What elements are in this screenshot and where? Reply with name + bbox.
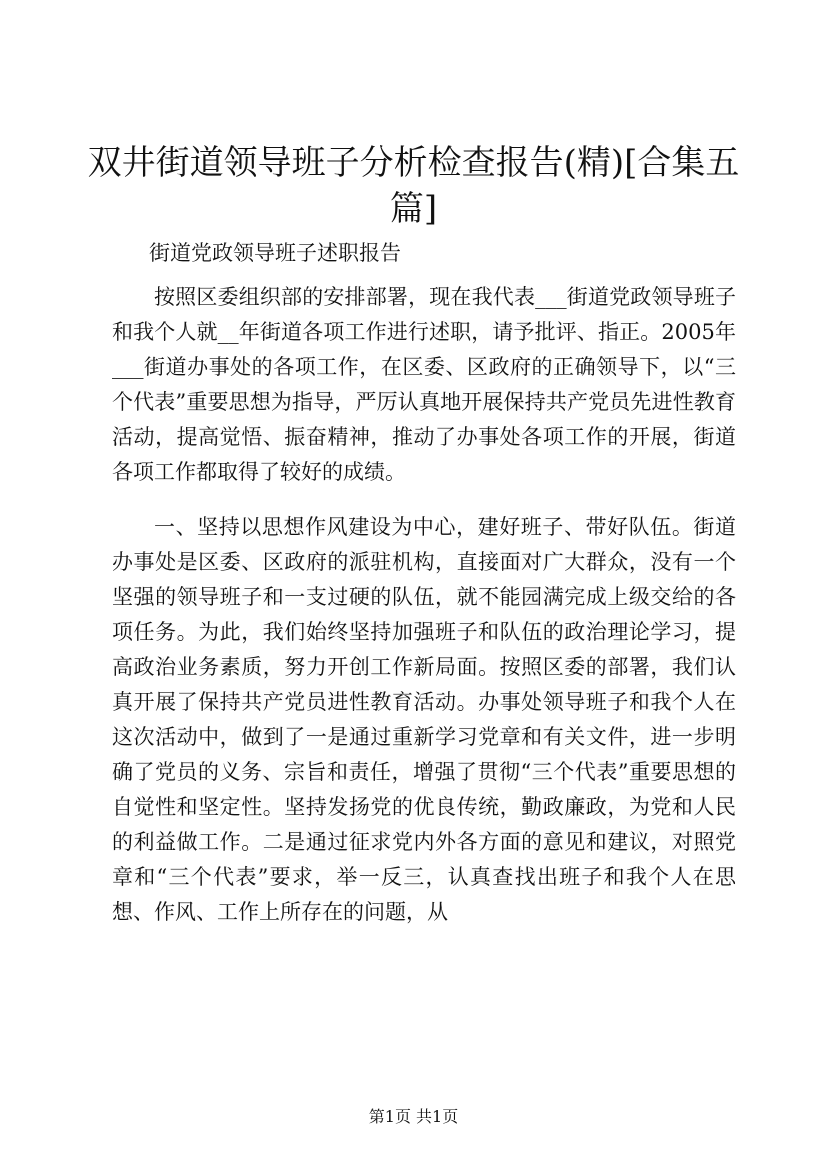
page-footer: 第1页 共1页	[368, 1107, 459, 1126]
section-subtitle: 街道党政领导班子述职报告	[149, 241, 401, 265]
document-body	[112, 280, 736, 930]
paragraph-2: 一、坚持以思想作风建设为中心，建好班子、带好队伍。街道办事处是区委、区政府的派驻机构，直接面对广大群众，没有一个坚强的领导班子和一支过硬的队伍，就不能园满完成上级交给的各项任务。为此，我们始终坚持加强班子和队伍的政治理论学习，提高政治业务素质，努力开创工作新局面。按照区委的部署，我们认真开展了保持共产党员进性教育活动。办事处领导班子和我个人在这次活动中，做到了一是通过重新学习党章和有关文件，进一步明确了党员的义务、宗旨和责任，增强了贯彻“三个代表”重要思想的自觉性和坚定性。坚持发扬党的优良传统，勤政廉政，为党和人民的利益做工作。二是通过征求党内外各方面的意见和建议，对照党章和“三个代表”要求，举一反三，认真查找出班子和我个人在思想、作风、工作上所存在的问题，从	[112, 515, 736, 924]
paragraph-1: 按照区委组织部的安排部署，现在我代表___街道党政领导班子和我个人就__年街道各项工作进行述职，请予批评、指正。2005年___街道办事处的各项工作，在区委、区政府的正确领导下，以“三个代表”重要思想为指导，严厉认真地开展保持共产党员先进性教育活动，提高觉悟、振奋精神，推动了办事处各项工作的开展，街道各项工作都取得了较好的成绩。	[112, 285, 736, 484]
document-title: 双井街道领导班子分析检查报告(精)[合集五篇]	[87, 143, 740, 229]
